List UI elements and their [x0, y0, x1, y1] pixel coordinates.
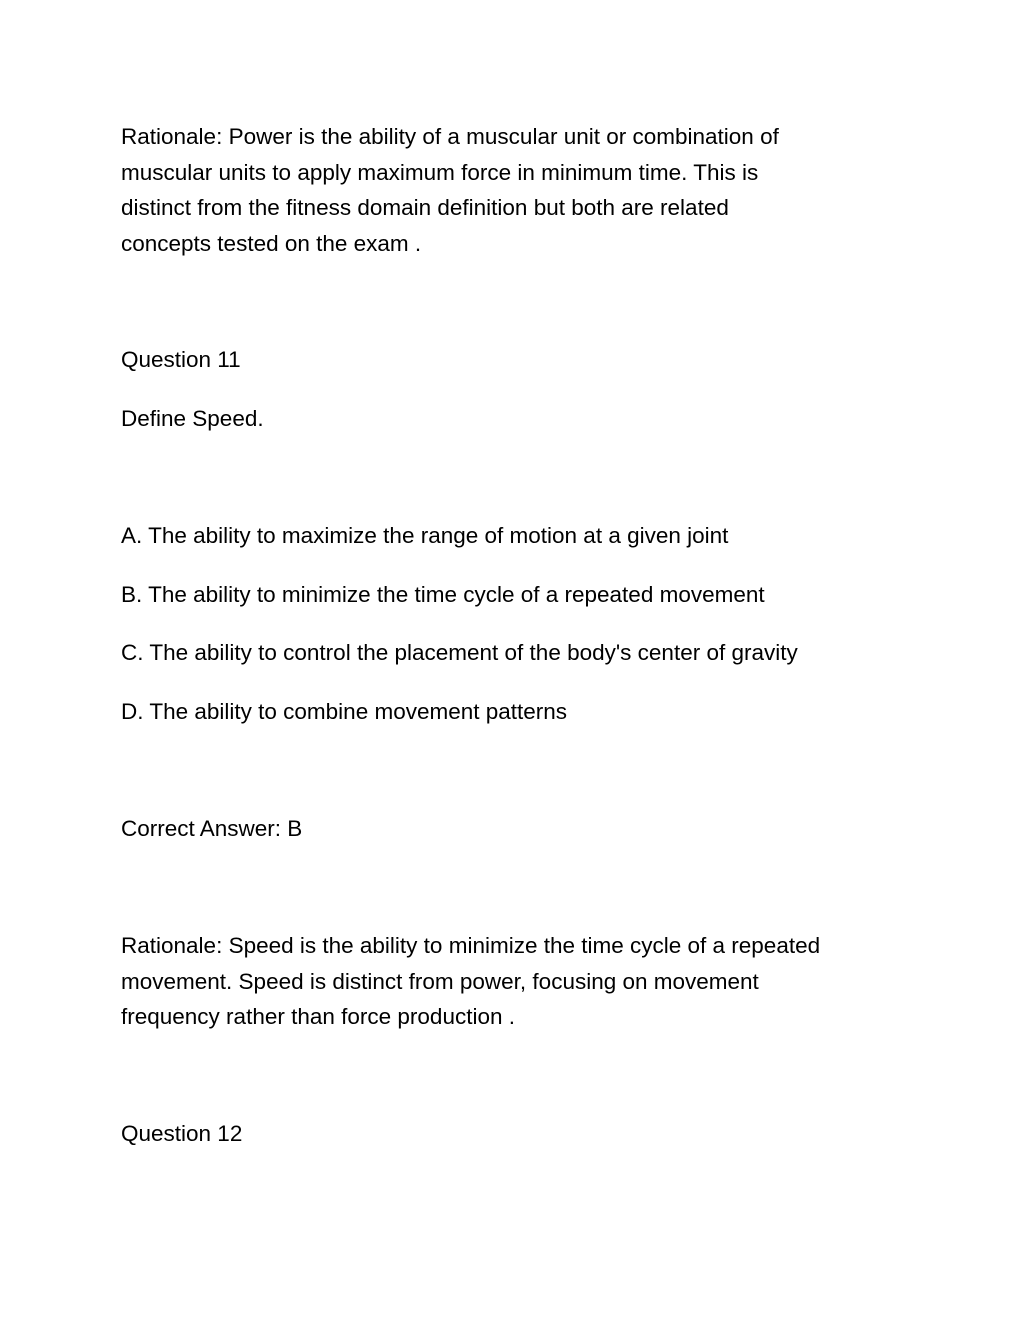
rationale-question-11	[121, 928, 901, 1035]
rationale-line: muscular units to apply maximum force in minimum time. This is	[121, 159, 759, 185]
rationale-line: concepts tested on the exam .	[121, 230, 422, 256]
option-b: B. The ability to minimize the time cycle of a repeated movement	[121, 582, 765, 607]
rationale-line: Rationale: Power is the ability of a muscular unit or combination of	[121, 124, 779, 149]
option-d: D. The ability to combine movement patterns	[121, 699, 568, 724]
rationale-previous	[121, 119, 901, 261]
question-12-heading: Question 12	[121, 1121, 243, 1146]
correct-answer: Correct Answer: B	[121, 816, 303, 841]
option-c: C. The ability to control the placement of the body's center of gravity	[121, 640, 798, 665]
rationale-line: distinct from the fitness domain definition but both are related	[121, 195, 729, 220]
question-11-heading: Question 11	[121, 347, 241, 372]
rationale-line: frequency rather than force production .	[121, 1004, 515, 1029]
rationale-line: Rationale: Speed is the ability to minimize the time cycle of a repeated	[121, 933, 821, 958]
option-a: A. The ability to maximize the range of motion at a given joint	[121, 523, 729, 548]
rationale-line: movement. Speed is distinct from power, focusing on movement	[121, 968, 759, 994]
question-11-prompt: Define Speed.	[121, 406, 264, 431]
